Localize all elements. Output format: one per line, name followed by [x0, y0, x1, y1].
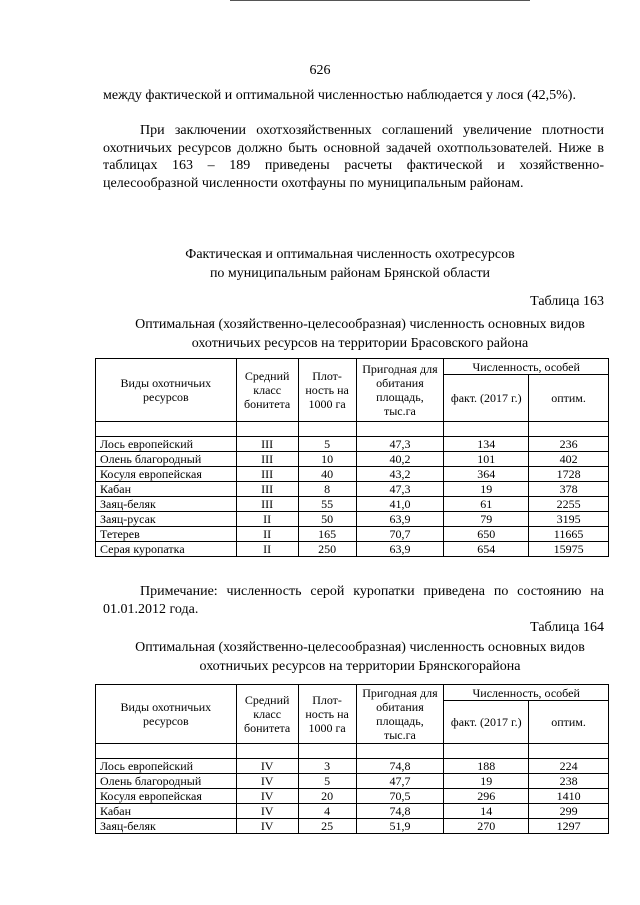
cell-bonitet: III — [236, 467, 298, 482]
cell-bonitet: IV — [236, 759, 298, 774]
cell-species: Косуля европейская — [96, 789, 237, 804]
header-bonitet: Средний класс бонитета — [236, 685, 298, 744]
cell-density: 3 — [298, 759, 356, 774]
table-164 — [95, 684, 609, 834]
cell-bonitet: III — [236, 452, 298, 467]
table-163-caption-line1: Оптимальная (хозяйственно-целесообразная) численность основных видов — [135, 317, 585, 332]
table-row-spacer — [96, 422, 609, 437]
table-row — [96, 437, 609, 452]
cell-species: Кабан — [96, 482, 237, 497]
table-row — [96, 497, 609, 512]
cell-density: 4 — [298, 804, 356, 819]
cell-bonitet: III — [236, 497, 298, 512]
header-bonitet: Средний класс бонитета — [236, 359, 298, 422]
table-row — [96, 512, 609, 527]
cell-density: 10 — [298, 452, 356, 467]
table-164-caption-line1: Оптимальная (хозяйственно-целесообразная) численность основных видов — [135, 640, 585, 655]
cell-species: Лось европейский — [96, 759, 237, 774]
table-163 — [95, 358, 609, 557]
table-row — [96, 789, 609, 804]
cell-fact: 19 — [444, 774, 529, 789]
section-title-line2: по муниципальным районам Брянской области — [209, 266, 491, 281]
cell-bonitet: IV — [236, 819, 298, 834]
cell-bonitet: II — [236, 527, 298, 542]
header-fact: факт. (2017 г.) — [444, 375, 529, 422]
cell-fact: 101 — [444, 452, 529, 467]
cell-species: Заяц-русак — [96, 512, 237, 527]
scan-edge-line — [230, 0, 530, 1]
cell-fact: 19 — [444, 482, 529, 497]
cell-fact: 650 — [444, 527, 529, 542]
cell-species: Олень благородный — [96, 452, 237, 467]
cell-optim: 224 — [529, 759, 609, 774]
table-row — [96, 819, 609, 834]
page-number: 626 — [309, 63, 331, 78]
header-area: Пригодная для обитания площадь, тыс.га — [356, 685, 444, 744]
table-row — [96, 452, 609, 467]
table-row — [96, 467, 609, 482]
section-title-line1: Фактическая и оптимальная численность охотресурсов — [185, 247, 515, 262]
cell-bonitet: IV — [236, 789, 298, 804]
cell-species: Серая куропатка — [96, 542, 237, 557]
table-row — [96, 542, 609, 557]
cell-optim: 299 — [529, 804, 609, 819]
header-density: Плот-ность на 1000 га — [298, 359, 356, 422]
cell-bonitet: IV — [236, 804, 298, 819]
cell-density: 55 — [298, 497, 356, 512]
cell-density: 50 — [298, 512, 356, 527]
cell-optim: 1410 — [529, 789, 609, 804]
header-species: Виды охотничьих ресурсов — [96, 359, 237, 422]
cell-area: 63,9 — [356, 512, 444, 527]
cell-optim: 1297 — [529, 819, 609, 834]
table-row — [96, 527, 609, 542]
cell-density: 5 — [298, 774, 356, 789]
cell-species: Кабан — [96, 804, 237, 819]
table-row — [96, 774, 609, 789]
table-163-caption — [60, 315, 640, 353]
cell-fact: 270 — [444, 819, 529, 834]
cell-species: Олень благородный — [96, 774, 237, 789]
cell-optim: 1728 — [529, 467, 609, 482]
cell-area: 74,8 — [356, 759, 444, 774]
table-row — [96, 804, 609, 819]
cell-density: 165 — [298, 527, 356, 542]
cell-area: 51,9 — [356, 819, 444, 834]
cell-bonitet: II — [236, 512, 298, 527]
cell-area: 40,2 — [356, 452, 444, 467]
header-optim: оптим. — [529, 701, 609, 744]
cell-optim: 15975 — [529, 542, 609, 557]
cell-fact: 364 — [444, 467, 529, 482]
header-area: Пригодная для обитания площадь, тыс.га — [356, 359, 444, 422]
cell-species: Заяц-беляк — [96, 497, 237, 512]
cell-species: Тетерев — [96, 527, 237, 542]
table-164-label: Таблица 164 — [530, 620, 604, 635]
table-163-caption-line2: охотничьих ресурсов на территории Брасовского района — [191, 336, 529, 351]
cell-optim: 238 — [529, 774, 609, 789]
cell-optim: 11665 — [529, 527, 609, 542]
header-species: Виды охотничьих ресурсов — [96, 685, 237, 744]
cell-optim: 236 — [529, 437, 609, 452]
cell-optim: 402 — [529, 452, 609, 467]
cell-density: 25 — [298, 819, 356, 834]
cell-density: 20 — [298, 789, 356, 804]
cell-optim: 2255 — [529, 497, 609, 512]
cell-area: 47,3 — [356, 482, 444, 497]
cell-species: Косуля европейская — [96, 467, 237, 482]
header-optim: оптим. — [529, 375, 609, 422]
cell-area: 43,2 — [356, 467, 444, 482]
cell-area: 47,7 — [356, 774, 444, 789]
cell-density: 40 — [298, 467, 356, 482]
paragraph-2: При заключении охотхозяйственных соглашений увеличение плотности охотничьих ресурсов должно быть основной задачей охотпользователей. Ниже в таблицах 163 – 189 приведены расчеты фактической и хозяйственно-целесообразной численности охотфауны по муниципальным районам. — [103, 123, 604, 191]
header-fact: факт. (2017 г.) — [444, 701, 529, 744]
cell-area: 63,9 — [356, 542, 444, 557]
cell-area: 74,8 — [356, 804, 444, 819]
cell-bonitet: IV — [236, 774, 298, 789]
section-title — [0, 245, 640, 283]
cell-species: Лось европейский — [96, 437, 237, 452]
cell-bonitet: II — [236, 542, 298, 557]
table-row-spacer — [96, 744, 609, 759]
header-count: Численность, особей — [444, 359, 609, 375]
table-row — [96, 759, 609, 774]
cell-fact: 134 — [444, 437, 529, 452]
table-163-label: Таблица 163 — [530, 294, 604, 309]
cell-bonitet: III — [236, 437, 298, 452]
note: Примечание: численность серой куропатки приведена по состоянию на 01.01.2012 года. — [103, 584, 604, 617]
cell-fact: 296 — [444, 789, 529, 804]
cell-area: 47,3 — [356, 437, 444, 452]
cell-fact: 61 — [444, 497, 529, 512]
table-row — [96, 482, 609, 497]
table-164-caption-line2: охотничьих ресурсов на территории Брянскогорайона — [199, 659, 521, 674]
cell-fact: 654 — [444, 542, 529, 557]
header-count: Численность, особей — [444, 685, 609, 701]
cell-bonitet: III — [236, 482, 298, 497]
cell-area: 41,0 — [356, 497, 444, 512]
cell-density: 250 — [298, 542, 356, 557]
cell-species: Заяц-беляк — [96, 819, 237, 834]
table-164-caption — [60, 638, 640, 676]
cell-optim: 378 — [529, 482, 609, 497]
cell-density: 5 — [298, 437, 356, 452]
cell-area: 70,7 — [356, 527, 444, 542]
paragraph-1: между фактической и оптимальной численностью наблюдается у лося (42,5%). — [103, 88, 576, 103]
cell-area: 70,5 — [356, 789, 444, 804]
cell-fact: 79 — [444, 512, 529, 527]
header-density: Плот-ность на 1000 га — [298, 685, 356, 744]
cell-fact: 14 — [444, 804, 529, 819]
cell-optim: 3195 — [529, 512, 609, 527]
cell-fact: 188 — [444, 759, 529, 774]
cell-density: 8 — [298, 482, 356, 497]
